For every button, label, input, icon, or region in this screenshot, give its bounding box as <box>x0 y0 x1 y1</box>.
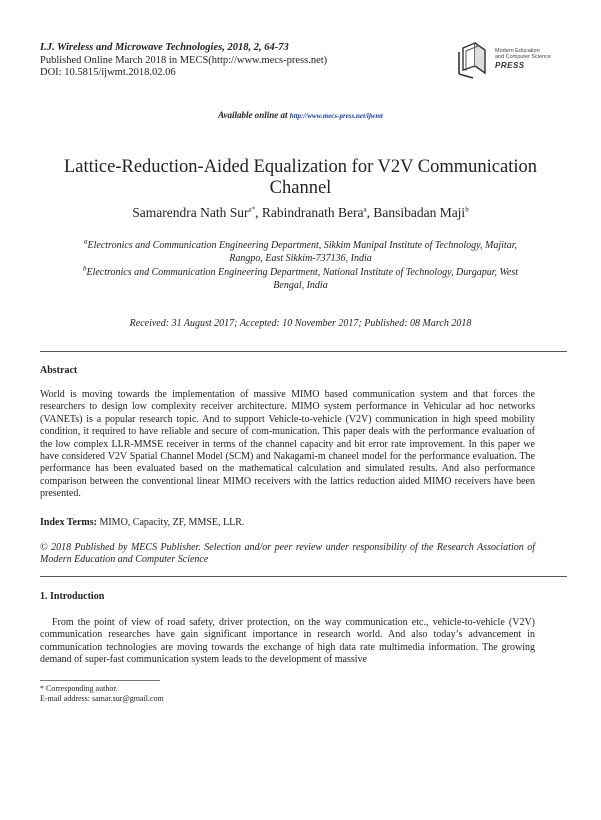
abstract-text: World is moving towards the implementation of massive MIMO based communication system and that forces the researchers to design low complexity receiver architecture. MIMO system performance in Vehicular ad hoc networks (VANETs) is a popular research topic. And to support Vehicle-to-vehicle (V2V) communication in high speed mobility condition, it required to have reliable and secure of com-munication. This paper deals with the performance evaluation of the low complex LLR-MMSE receiver in terms of the channel capacity and bit error rate improvement. In this paper we have considered V2V Spatial Channel Model (SCM) and Nakagami-m chaneel model for the performance evaluation. The performance has been evaluated based on the mathematical calculation and simulated results. And also performance comparison between the conventional linear MIMO receivers with the lattics reduction aided MIMO receivers have been presented. <box>40 389 535 500</box>
journal-url-link[interactable]: http://www.mecs-press.net/ijwmt <box>289 112 383 120</box>
paper-title <box>40 157 561 199</box>
affiliation-line: Rangpo, East Sikkim-737136, India <box>229 252 372 264</box>
abstract-heading: Abstract <box>40 365 78 376</box>
available-label: Available online at <box>218 110 288 120</box>
copyright-notice: © 2018 Published by MECS Publisher. Selection and/or peer review under responsibility of the Research Association of Modern Education and Computer Science <box>40 542 535 566</box>
affiliation-sup: a <box>84 237 88 246</box>
title-line-2: Channel <box>269 178 332 198</box>
affiliation-line: Electronics and Communication Engineering Department, National Institute of Technology, Durgapur, West <box>86 267 519 278</box>
author-email: E-mail address: samar.sur@gmail.com <box>40 694 164 703</box>
affiliation-sup: b <box>82 264 87 273</box>
author-name: Samarendra Nath Sur <box>132 205 249 220</box>
available-online <box>0 110 601 120</box>
index-terms-text: MIMO, Capacity, ZF, MMSE, LLR. <box>99 517 245 528</box>
affiliation-line: Electronics and Communication Engineering Department, Sikkim Manipal Institute of Technology, Majitar, <box>87 240 517 251</box>
index-terms-label: Index Terms: <box>40 517 97 528</box>
publisher-logo <box>455 38 565 86</box>
affiliation-line: Bengal, India <box>273 279 328 291</box>
journal-issue: 2018, 2, 64-73 <box>227 42 289 53</box>
author-sup: a <box>363 205 367 214</box>
affiliation-a <box>45 237 556 265</box>
corresponding-author-note: * Corresponding author. <box>40 684 118 693</box>
logo-press: PRESS <box>495 61 525 70</box>
published-online: Published Online March 2018 in MECS(http://www.mecs-press.net) <box>40 54 328 66</box>
introduction-heading: 1. Introduction <box>40 591 105 602</box>
author-sup: a* <box>248 205 256 214</box>
footnote <box>40 684 164 704</box>
divider <box>40 576 567 577</box>
affiliation-b <box>45 264 556 292</box>
author-name: Bansibadan Maji <box>373 205 466 220</box>
introduction-text: From the point of view of road safety, driver protection, on the way communication etc., vehicle-to-vehicle (V2V) communication researches have gain significant importance in research world. And also today’s advancement in communication technologies are moving towards the exchange of high data rate multimedia information. The growing demand of super-fast communication system leads to the development of massive <box>40 617 535 666</box>
author-name: Rabindranath Bera <box>261 205 364 220</box>
footnote-rule <box>40 680 160 681</box>
journal-name: I.J. Wireless and Microwave Technologies, <box>40 42 225 53</box>
book-icon <box>455 40 493 82</box>
author-sup: b <box>465 205 469 214</box>
title-line-1: Lattice-Reduction-Aided Equalization for V2V Communication <box>63 157 537 177</box>
logo-line-1: Modern Education <box>495 48 540 54</box>
journal-header <box>40 42 327 80</box>
author-list: Samarendra Nath Sur$^{a*}$, Rabindranath Bera$^a$, Bansibadan Maji$^b$ <box>132 205 469 220</box>
publication-dates: Received: 31 August 2017; Accepted: 10 November 2017; Published: 08 March 2018 <box>129 318 472 329</box>
index-terms <box>40 517 244 528</box>
divider <box>40 351 567 352</box>
logo-line-2: and Computer Science <box>495 54 551 60</box>
doi: DOI: 10.5815/ijwmt.2018.02.06 <box>40 67 176 78</box>
